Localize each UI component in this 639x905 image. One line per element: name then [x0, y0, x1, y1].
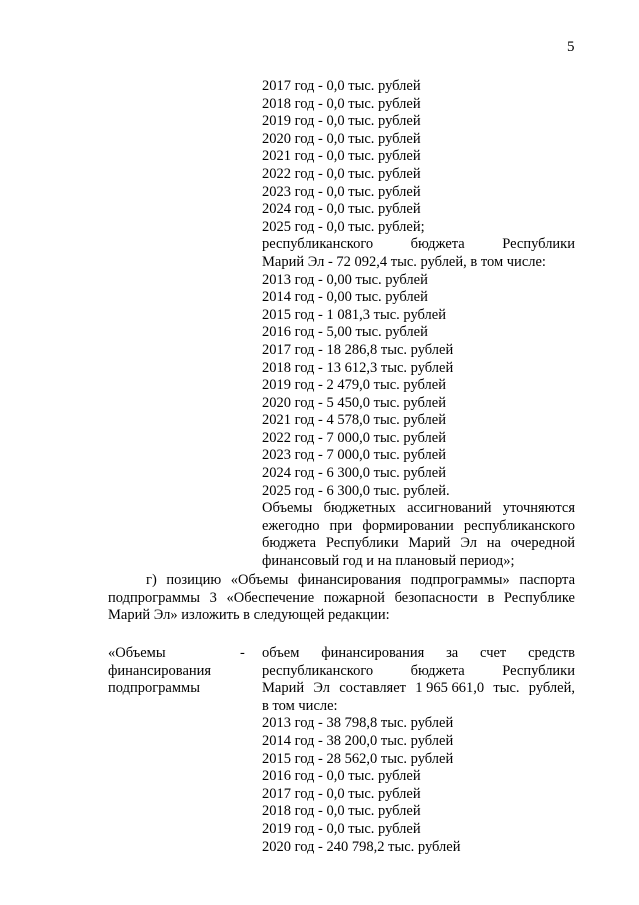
- year-line: 2021 год - 0,0 тыс. рублей: [262, 148, 421, 165]
- year-line: 2013 год - 38 798,8 тыс. рублей: [262, 715, 454, 732]
- word: рублей,: [528, 680, 575, 697]
- word: Марий: [262, 680, 305, 697]
- budget-note: Объемы бюджетных ассигнований уточняются ежегодно при формировании республиканского бюджета Республики Марий Эл на очередной финансовый год и на плановый период»;: [262, 500, 575, 570]
- year-line: 2018 год - 0,0 тыс. рублей: [262, 95, 421, 112]
- year-line: 2022 год - 0,0 тыс. рублей: [262, 165, 421, 182]
- year-line: 2023 год - 7 000,0 тыс. рублей: [262, 447, 446, 464]
- republic-budget-heading: [262, 236, 575, 254]
- label-line: «Объемы: [108, 645, 166, 661]
- year-line: 2024 год - 0,0 тыс. рублей: [262, 201, 421, 218]
- word: республиканского: [262, 236, 374, 253]
- year-line: 2016 год - 0,0 тыс. рублей: [262, 768, 421, 785]
- year-line: 2022 год - 7 000,0 тыс. рублей: [262, 429, 446, 446]
- year-line: 2020 год - 5 450,0 тыс. рублей: [262, 394, 446, 411]
- year-line: 2019 год - 0,0 тыс. рублей: [262, 820, 421, 837]
- value-line: [262, 680, 575, 698]
- year-line: 2018 год - 0,0 тыс. рублей: [262, 803, 421, 820]
- year-line: 2020 год - 240 798,2 тыс. рублей: [262, 838, 461, 855]
- funding-continuation-block: [262, 78, 575, 571]
- value-line: [262, 663, 575, 681]
- year-line: 2019 год - 0,0 тыс. рублей: [262, 113, 421, 130]
- year-line: 2025 год - 6 300,0 тыс. рублей.: [262, 482, 450, 499]
- year-line: 2021 год - 4 578,0 тыс. рублей: [262, 412, 446, 429]
- word: бюджета: [410, 662, 465, 679]
- word: республиканского: [262, 662, 374, 679]
- word: тыс.: [493, 680, 520, 697]
- republic-years-list: [262, 272, 575, 501]
- year-line: 2023 год - 0,0 тыс. рублей: [262, 183, 421, 200]
- word: 1 965 661,0: [415, 680, 485, 697]
- year-line: 2025 год - 0,0 тыс. рублей;: [262, 218, 425, 235]
- value-line: [262, 645, 575, 663]
- year-line: 2018 год - 13 612,3 тыс. рублей: [262, 359, 454, 376]
- word: бюджета: [410, 236, 465, 253]
- year-line: 2015 год - 1 081,3 тыс. рублей: [262, 306, 446, 323]
- year-line: 2016 год - 5,00 тыс. рублей: [262, 324, 428, 341]
- label-line: подпрограммы: [108, 680, 200, 697]
- word: Эл: [313, 680, 330, 697]
- table-dash: -: [240, 645, 245, 661]
- paragraph-text: г) позицию «Объемы финансирования подпрограммы» паспорта подпрограммы 3 «Обеспечение пожарной безопасности в Республике Марий Эл» изложить в следующей редакции:: [108, 572, 575, 624]
- page-number: 5: [567, 39, 575, 55]
- word: счет: [480, 645, 507, 661]
- word: Республики: [502, 236, 575, 253]
- label-line: финансирования: [108, 662, 212, 679]
- year-line: 2014 год - 0,00 тыс. рублей: [262, 289, 428, 306]
- year-line: 2019 год - 2 479,0 тыс. рублей: [262, 377, 446, 394]
- word: за: [446, 645, 459, 661]
- word: объем: [262, 645, 300, 661]
- year-line: 2017 год - 18 286,8 тыс. рублей: [262, 341, 454, 358]
- word: составляет: [339, 680, 406, 697]
- federal-years-list: [262, 78, 575, 236]
- table-label-column: [108, 645, 240, 698]
- year-line: 2013 год - 0,00 тыс. рублей: [262, 271, 428, 288]
- year-line: 2017 год - 0,0 тыс. рублей: [262, 78, 421, 94]
- republic-budget-total: Марий Эл - 72 092,4 тыс. рублей, в том числе:: [262, 253, 546, 270]
- year-line: 2014 год - 38 200,0 тыс. рублей: [262, 732, 454, 749]
- word: Республики: [502, 662, 575, 679]
- year-line: 2020 год - 0,0 тыс. рублей: [262, 130, 421, 147]
- year-line: 2017 год - 0,0 тыс. рублей: [262, 785, 421, 802]
- value-line: в том числе:: [262, 697, 338, 714]
- word: средств: [528, 645, 575, 661]
- year-line: 2015 год - 28 562,0 тыс. рублей: [262, 750, 454, 767]
- word: финансирования: [321, 645, 425, 661]
- year-line: 2024 год - 6 300,0 тыс. рублей: [262, 465, 446, 482]
- table-value-column: [262, 645, 575, 856]
- amendment-paragraph-g: [108, 572, 575, 625]
